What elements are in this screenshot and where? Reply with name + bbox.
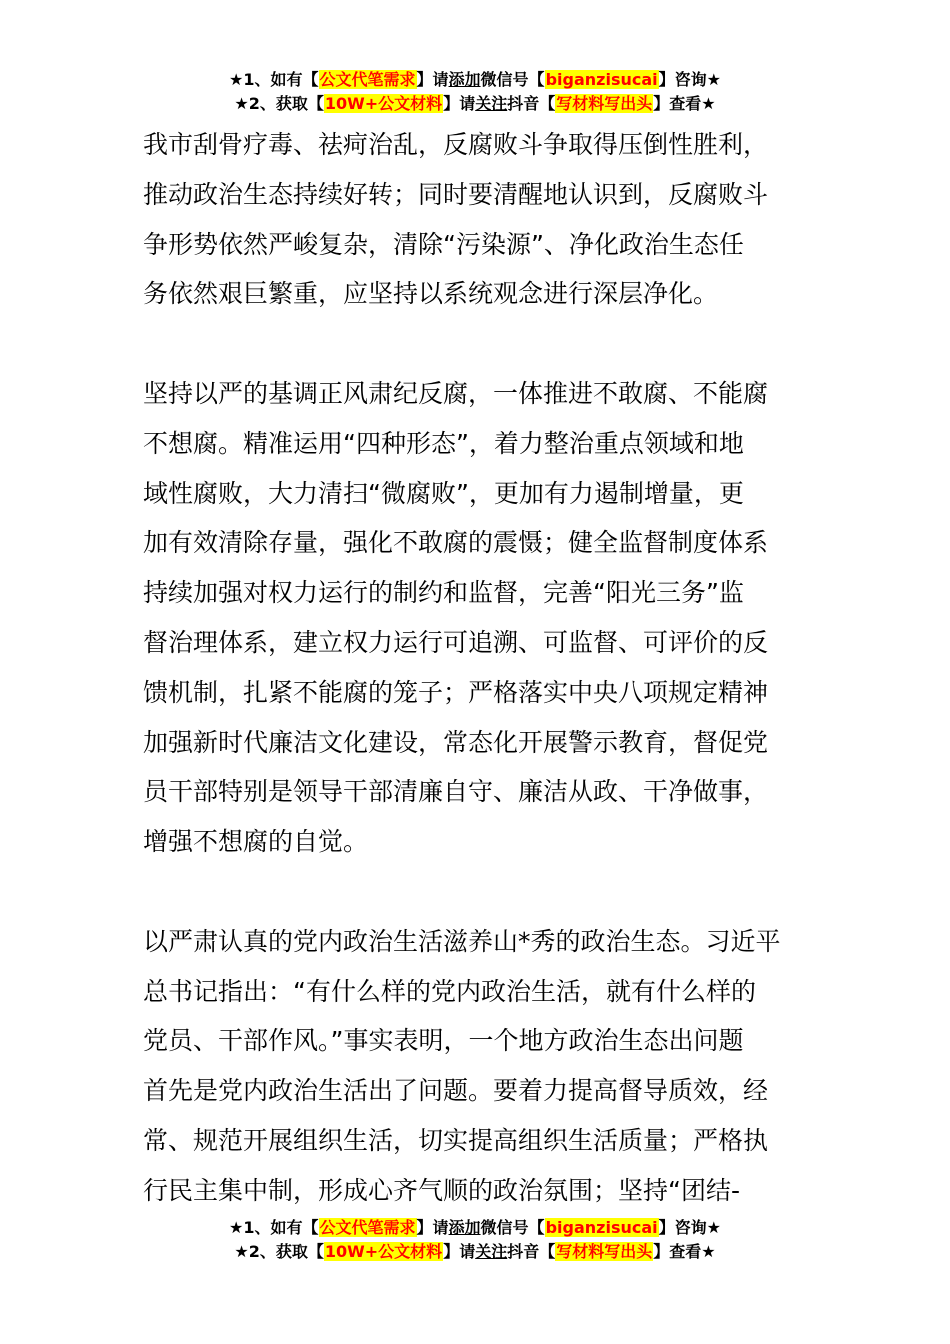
text-line: 常、规范开展组织生活，切实提高组织生活质量；严格执 <box>143 1125 769 1155</box>
banner-text: 】请 <box>443 1242 476 1261</box>
text-line: 以严肃认真的党内政治生活滋养山*秀的政治生态。习近平 <box>143 926 781 956</box>
banner-douyin-id: 写材料写出头 <box>556 1242 653 1261</box>
banner-highlight: 公文代笔需求 <box>319 1218 416 1237</box>
text-line: 域性腐败，大力清扫“微腐败”，更加有力遏制增量，更 <box>143 478 744 508</box>
paragraph-gap <box>143 867 808 917</box>
document-body <box>143 120 808 1216</box>
text-line: 督治理体系，建立权力运行可追溯、可监督、可评价的反 <box>143 627 769 657</box>
banner-line-1 <box>0 1216 950 1240</box>
banner-text: 】查看★ <box>653 94 716 113</box>
banner-text: 】咨询★ <box>658 70 721 89</box>
text-line: 务依然艰巨繁重，应坚持以系统观念进行深层净化。 <box>143 279 719 309</box>
banner-text: 】请 <box>416 1218 449 1237</box>
banner-underlined: 关注 <box>475 94 508 113</box>
banner-text: ★2、获取【 <box>234 94 324 113</box>
text-line: 行民主集中制，形成心齐气顺的政治氛围；坚持“团结- <box>143 1175 740 1205</box>
paragraph-gap <box>143 319 808 369</box>
banner-text: 抖音【 <box>507 94 556 113</box>
banner-wechat-id: biganzisucai <box>545 1218 658 1237</box>
paragraph-1 <box>143 120 808 319</box>
text-line: 争形势依然严峻复杂，清除“污染源”、净化政治生态任 <box>143 229 744 259</box>
text-line: 坚持以严的基调正风肃纪反腐，一体推进不敢腐、不能腐 <box>143 378 769 408</box>
text-line: 总书记指出：“有什么样的党内政治生活，就有什么样的 <box>143 976 756 1006</box>
banner-underlined: 添加 <box>448 1218 481 1237</box>
banner-highlight: 10W+公文材料 <box>324 94 443 113</box>
banner-text: 】请 <box>443 94 476 113</box>
banner-text: ★1、如有【 <box>229 1218 319 1237</box>
footer-banner <box>0 1216 950 1264</box>
banner-text: 微信号【 <box>480 70 545 89</box>
banner-text: 微信号【 <box>480 1218 545 1237</box>
text-line: 持续加强对权力运行的制约和监督，完善“阳光三务”监 <box>143 578 744 608</box>
text-line: 增强不想腐的自觉。 <box>143 827 369 857</box>
text-line: 加强新时代廉洁文化建设，常态化开展警示教育，督促党 <box>143 727 769 757</box>
text-line: 加有效清除存量，强化不敢腐的震慑；健全监督制度体系 <box>143 528 769 558</box>
banner-text: 】请 <box>416 70 449 89</box>
banner-line-2 <box>0 1240 950 1264</box>
banner-line-2 <box>0 92 950 116</box>
banner-wechat-id: biganzisucai <box>545 70 658 89</box>
text-line: 员干部特别是领导干部清廉自守、廉洁从政、干净做事， <box>143 777 769 807</box>
paragraph-2 <box>143 369 808 867</box>
banner-text: ★2、获取【 <box>234 1242 324 1261</box>
banner-line-1 <box>0 68 950 92</box>
paragraph-3 <box>143 917 808 1216</box>
banner-text: 抖音【 <box>507 1242 556 1261</box>
banner-underlined: 关注 <box>475 1242 508 1261</box>
banner-highlight: 公文代笔需求 <box>319 70 416 89</box>
header-banner <box>0 68 950 116</box>
text-line: 不想腐。精准运用“四种形态”，着力整治重点领域和地 <box>143 428 744 458</box>
text-line: 推动政治生态持续好转；同时要清醒地认识到，反腐败斗 <box>143 179 769 209</box>
text-line: 馈机制，扎紧不能腐的笼子；严格落实中央八项规定精神 <box>143 677 769 707</box>
banner-underlined: 添加 <box>448 70 481 89</box>
banner-douyin-id: 写材料写出头 <box>556 94 653 113</box>
banner-text: 】咨询★ <box>658 1218 721 1237</box>
banner-text: ★1、如有【 <box>229 70 319 89</box>
text-line: 党员、干部作风。”事实表明，一个地方政治生态出问题 <box>143 1026 744 1056</box>
banner-text: 】查看★ <box>653 1242 716 1261</box>
text-line: 首先是党内政治生活出了问题。要着力提高督导质效，经 <box>143 1076 769 1106</box>
banner-highlight: 10W+公文材料 <box>324 1242 443 1261</box>
text-line: 我市刮骨疗毒、祛疴治乱，反腐败斗争取得压倒性胜利， <box>143 130 769 159</box>
